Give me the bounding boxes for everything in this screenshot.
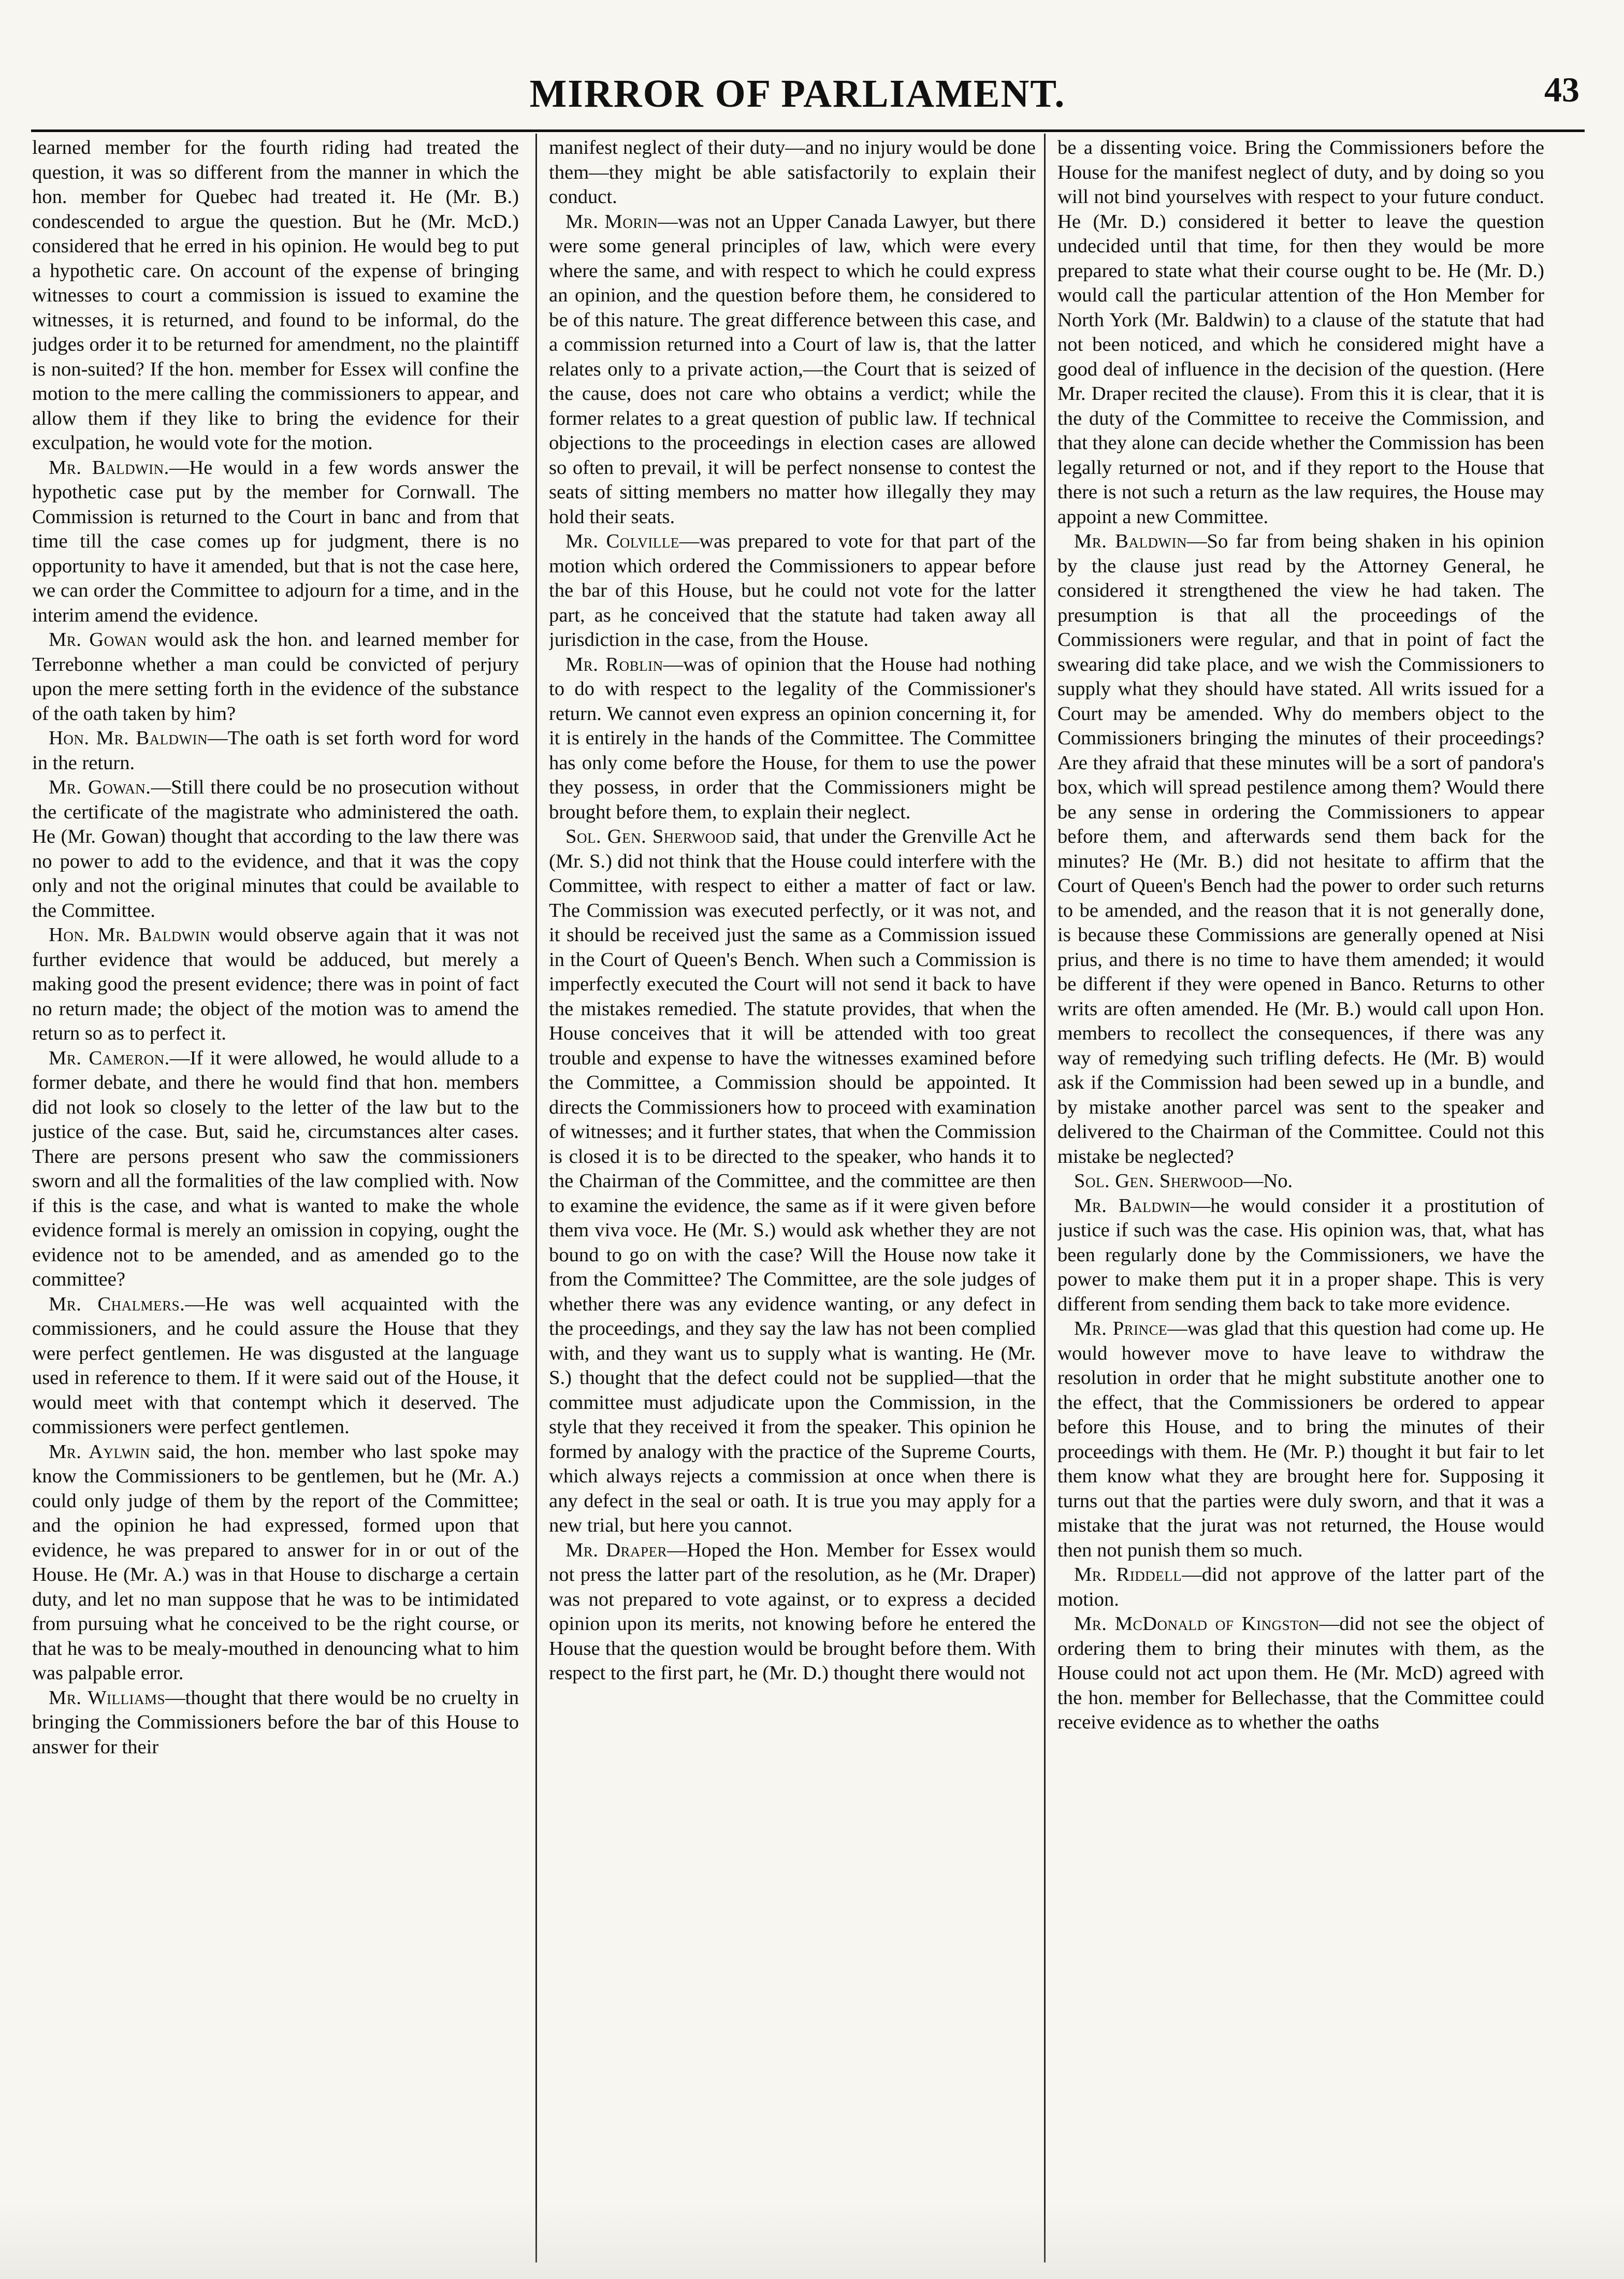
paragraph xyxy=(32,1686,519,1760)
paragraph-text: —did not see the object of ordering them to bring their minutes with them, as the House could not act upon them. He (Mr. McD) agreed with the hon. member for Bellechasse, that the Committee could receive evidence as to whether the oaths xyxy=(1057,1613,1544,1733)
paragraph-text: —did not approve of the latter part of the motion. xyxy=(1057,1564,1544,1610)
paragraph-text: —So far from being shaken in his opinion by the clause just read by the Attorney General, he considered it strengthened the view he had taken. The presumption is that all the proceedings of the Commissioners were regular, and that in point of fact the swearing did take place, and we wish the Commissioners to supply what they should have stated. All writs issued for a Court may be amended. Why do members object to the Commissioners bringing the minutes of their proceedings? Are they afraid that these minutes will be a sort of pandora's box, which will spread pestilence among them? Would there be any sense in ordering the Commissioners to appear before them, and afterwards send them back for the minutes? He (Mr. B.) did not hesitate to affirm that the Court of Queen's Bench had the power to order such returns to be amended, and the reason that it is not generally done, is because these Commissions are generally opened at Nisi prius, and there is no time to have them amended; it would be different if they were opened in Banco. Returns to other writs are often amended. He (Mr. B.) would call upon Hon. members to recollect the consequences, if there was any way of remedying such trifling defects. He (Mr. B) would ask if the Commission had been sewed up in a bundle, and by mistake another parcel was sent to the speaker and delivered to the Chairman of the Committee. Could not this mistake be neglected? xyxy=(1057,530,1544,1167)
header-rule xyxy=(31,129,1585,132)
column-divider xyxy=(1044,134,1046,2262)
paragraph xyxy=(32,1046,519,1292)
paragraph-text: —He would in a few words answer the hypothetic case put by the member for Cornwall. The Commission is returned to the Court in banc and from that time till the case comes up for judgment, there is no opportunity to have it amended, but that is not the case here, we can order the Committee to adjourn for a time, and in the interim amend the evidence. xyxy=(32,456,519,626)
speaker-name: Mr. Aylwin xyxy=(49,1440,150,1463)
speaker-name: Mr. Prince xyxy=(1074,1318,1168,1339)
paragraph-text: be a dissenting voice. Bring the Commissioners before the House for the manifest neglect of duty, and by doing so you will not bind yourselves with respect to your future conduct. He (Mr. D.) considered it better to leave the question undecided until that time, for then they would be more prepared to state what their course ought to be. He (Mr. D.) would call the particular attention of the Hon Member for North York (Mr. Baldwin) to a clause of the statute that had not been noticed, and which he considered might have a good deal of influence in the decision of the question. (Here Mr. Draper recited the clause). From this it is clear, that it is the duty of the Committee to receive the Commission, and that they alone can decide whether the Commission has been legally returned or not, and if they report to the House that there is not such a return as the law requires, the House may appoint a new Committee. xyxy=(1057,137,1544,528)
speaker-name: Mr. Riddell xyxy=(1074,1564,1182,1585)
paragraph-text: —Still there could be no prosecution without the certificate of the magistrate who administered the oath. He (Mr. Gowan) thought that according to the law there was no power to add to the evidence, and that it was the copy only and not the original minutes that could be available to the Committee. xyxy=(32,776,519,921)
speaker-name: Mr. Gowan xyxy=(49,629,147,651)
paragraph-text: would observe again that it was not further evidence that would be adduced, but merely a making good the present evidence; there was in point of fact no return made; the object of the motion was to amend the return so as to perfect it. xyxy=(32,924,519,1044)
paragraph xyxy=(1057,1169,1544,1194)
speaker-name: Mr. Baldwin xyxy=(1074,530,1187,552)
paragraph-text: said, the hon. member who last spoke may know the Commissioners to be gentlemen, but he (Mr. A.) could only judge of them by the report of the Committee; and the opinion he had expressed, formed upon that evidence, he was prepared to answer for in or out of the House. He (Mr. A.) was in that House to discharge a certain duty, and let no man suppose that he was to be intimidated from pursuing what he conceived to be the right course, or that he was to be mealy-mouthed in denouncing what to him was palpable error. xyxy=(32,1440,519,1684)
page-number: 43 xyxy=(1544,70,1579,109)
paragraph-text: —He was well acquainted with the commissioners, and he could assure the House that they were perfect gentlemen. He was disgusted at the language used in reference to them. If it were said out of the House, it would meet with that contempt which it deserved. The commissioners were perfect gentlemen. xyxy=(32,1293,519,1438)
text-column-1 xyxy=(32,136,519,2239)
paragraph xyxy=(32,726,519,775)
speaker-name: Hon. Mr. Baldwin xyxy=(49,924,211,946)
speaker-name: Mr. McDonald of Kingston xyxy=(1074,1613,1320,1635)
speaker-name: Mr. Williams xyxy=(49,1686,166,1709)
paragraph-text: —was not an Upper Canada Lawyer, but there were some general principles of law, which were every where the same, and with respect to which he could express an opinion, and the question before them, he considered to be of this nature. The great difference between this case, and a commission returned into a Court of law is, that the latter relates only to a private action,—the Court that is seized of the cause, does not care who obtains a verdict; while the former relates to a great question of public law. If technical objections to the proceedings in election cases are allowed so often to prevail, it will be perfect nonsense to contest the seats of sitting members no matter how illegally they may hold their seats. xyxy=(549,210,1036,528)
paragraph-text: —If it were allowed, he would allude to a former debate, and there he would find that hon. members did not look so closely to the letter of the law but to the justice of the case. But, said he, circumstances alter cases. There are persons present who saw the commissioners sworn and all the formalities of the law complied with. Now if this is the case, and what is wanted to make the whole evidence formal is merely an omission in copying, ought the evidence not to be amended, and as amended go to the committee? xyxy=(32,1047,519,1290)
speaker-name: Mr. Draper xyxy=(566,1539,668,1561)
paragraph-text: —was glad that this question had come up. He would however move to have leave to withdraw the resolution in order that he might substitute another one to the effect, that the Commissioners be ordered to appear before this House, and to bring the minutes of their proceedings with them. He (Mr. P.) thought it but fair to let them know what they are brought here for. Supposing it turns out that the parties were duly sworn, and that it was a mistake that the jurat was not returned, the House would then not punish them so much. xyxy=(1057,1318,1544,1561)
paragraph xyxy=(32,923,519,1046)
paragraph xyxy=(1057,1612,1544,1735)
paragraph xyxy=(1057,529,1544,1169)
paragraph-text: —thought that there would be no cruelty in bringing the Commissioners before the bar of this House to answer for their xyxy=(32,1686,519,1758)
page-bottom-shadow xyxy=(0,2201,1624,2279)
paragraph-text: —was prepared to vote for that part of the motion which ordered the Commissioners to appear before the bar of this House, but he could not vote for the latter part, as he conceived that the statute had taken away all jurisdiction in the case, from the House. xyxy=(549,530,1036,651)
speaker-name: Mr. Morin xyxy=(566,210,658,233)
paragraph xyxy=(1057,1194,1544,1317)
paragraph xyxy=(1057,136,1544,529)
paragraph xyxy=(32,628,519,726)
speaker-name: Mr. Chalmers. xyxy=(49,1293,185,1315)
publication-title: MIRROR OF PARLIAMENT. xyxy=(529,72,1066,116)
paragraph xyxy=(1057,1563,1544,1612)
paragraph-text: —was of opinion that the House had nothing to do with respect to the legality of the Commissioner's return. We cannot even express an opinion concerning it, for it is entirely in the hands of the Committee. The Committee has only come before the House, for them to use the power they possess, in order that the Commissioners might be brought before them, to explain their neglect. xyxy=(549,653,1036,823)
column-divider xyxy=(535,134,537,2262)
paragraph xyxy=(32,456,519,628)
paragraph-text: —Hoped the Hon. Member for Essex would not press the latter part of the resolution, as he (Mr. Draper) was not prepared to vote against, or to express a decided opinion upon its merits, not knowing before he entered the House that the question would be brought before them. With respect to the first part, he (Mr. D.) thought there would not xyxy=(549,1539,1036,1684)
paragraph-text: would ask the hon. and learned member for Terrebonne whether a man could be convicted of perjury upon the mere setting forth in the evidence of the substance of the oath taken by him? xyxy=(32,629,519,725)
speaker-name: Mr. Gowan. xyxy=(49,776,151,798)
paragraph xyxy=(549,825,1036,1538)
paragraph xyxy=(32,775,519,923)
paragraph-text: learned member for the fourth riding had treated the question, it was so different from the manner in which the hon. member for Quebec had treated it. He (Mr. B.) condescended to argue the question. But he (Mr. McD.) considered that he erred in his opinion. He would beg to put a hypothetic care. On account of the expense of bringing witnesses to court a commission is issued to examine the witnesses, it is returned, and found to be informal, do the judges order it to be returned for amendment, no the plaintiff is non-suited? If the hon. member for Essex will confine the motion to the mere calling the commissioners to appear, and allow them if they like to bring the evidence for their exculpation, he would vote for the motion. xyxy=(32,137,519,454)
paragraph-text: —No. xyxy=(1243,1170,1293,1192)
paragraph xyxy=(1057,1317,1544,1563)
text-column-3 xyxy=(1057,136,1544,2239)
paragraph xyxy=(32,1440,519,1686)
speaker-name: Mr. Baldwin xyxy=(1074,1194,1191,1217)
speaker-name: Hon. Mr. Baldwin xyxy=(49,727,208,749)
paragraph-text: —The oath is set forth word for word in the return. xyxy=(32,727,519,774)
paragraph xyxy=(549,653,1036,825)
speaker-name: Mr. Roblin xyxy=(566,653,663,675)
speaker-name: Sol. Gen. Sherwood xyxy=(566,826,736,847)
paragraph xyxy=(549,1538,1036,1686)
speaker-name: Mr. Cameron. xyxy=(49,1047,170,1069)
paragraph xyxy=(549,136,1036,210)
paragraph-text: said, that under the Grenville Act he (Mr. S.) did not think that the House could interfere with the Committee, with respect to either a matter of fact or law. The Commission was executed perfectly, or it was not, and it should be received just the same as a Commission issued in the Court of Queen's Bench. When such a Commission is imperfectly executed the Court will not send it back to have the mistakes remedied. The statute provides, that when the House conceives that it will be attended with too great trouble and expense to have the witnesses examined before the Committee, a Commission should be appointed. It directs the Commissioners how to proceed with examination of witnesses; and it further states, that when the Commission is closed it is to be directed to the speaker, who hands it to the Chairman of the Committee, and the committee are then to examine the evidence, the same as if it were given before them viva voce. He (Mr. S.) would ask whether they are not bound to go on with the case? Will the House now take it from the Committee? The Committee, are the sole judges of whether there was any evidence wanting, or any defect in the proceedings, and they say the law has not been complied with, and they want us to supply what is wanting. He (Mr. S.) thought that the defect could not be supplied—that the committee must adjudicate upon the Commission, in the style that they received it from the speaker. This opinion he formed by analogy with the practice of the Supreme Courts, which always rejects a commission at once when there is any defect in the seal or oath. It is true you may apply for a new trial, but here you cannot. xyxy=(549,826,1036,1536)
paragraph-text: manifest neglect of their duty—and no injury would be done them—they might be able satisfactorily to explain their conduct. xyxy=(549,137,1036,208)
paragraph xyxy=(549,529,1036,653)
speaker-name: Mr. Colville xyxy=(566,530,679,552)
paragraph xyxy=(32,1292,519,1440)
paragraph xyxy=(549,210,1036,530)
paragraph-text: —he would consider it a prostitution of justice if such was the case. His opinion was, that, what has been regularly done by the Commissioners, we have the power to make them put it in a proper shape. This is very different from sending them back to take more evidence. xyxy=(1057,1194,1544,1315)
paragraph xyxy=(32,136,519,456)
page-header xyxy=(31,62,1579,122)
speaker-name: Sol. Gen. Sherwood xyxy=(1074,1170,1243,1192)
text-column-2 xyxy=(549,136,1036,2239)
speaker-name: Mr. Baldwin. xyxy=(49,456,169,479)
